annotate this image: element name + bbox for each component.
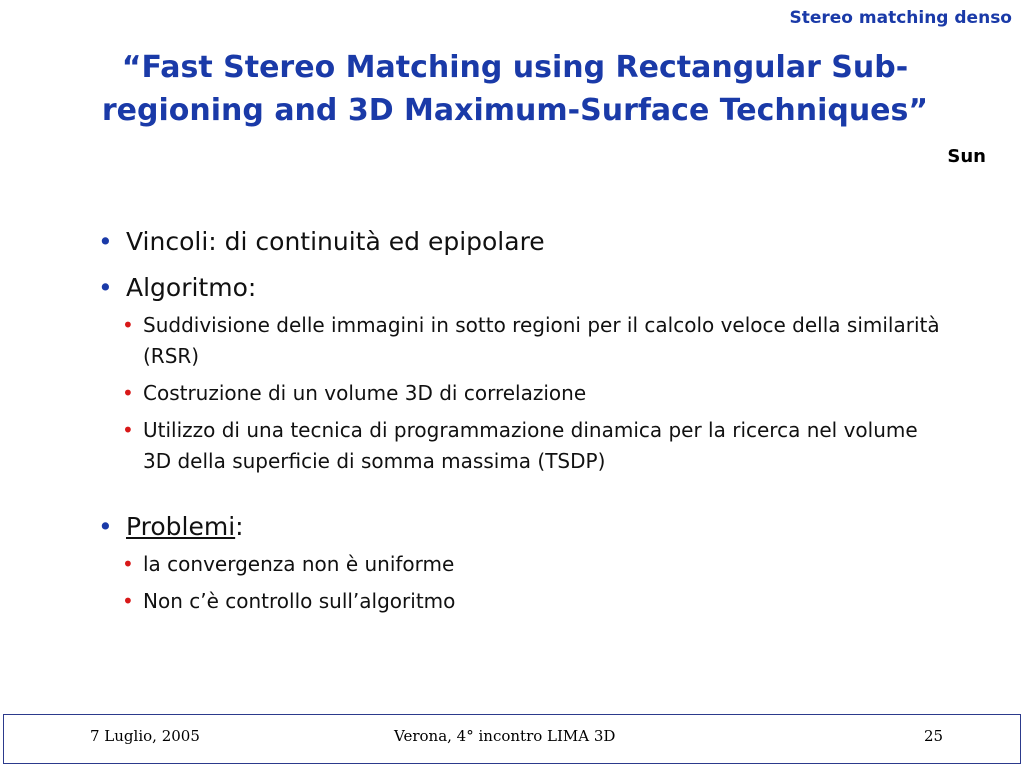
bullet-text-suffix: : bbox=[235, 512, 244, 541]
footer-event: Verona, 4° incontro LIMA 3D bbox=[394, 727, 616, 745]
section-tag: Stereo matching denso bbox=[789, 8, 1012, 28]
sub-bullet-marker: • bbox=[122, 589, 134, 613]
slide-title-line-2: regioning and 3D Maximum-Surface Techniques” bbox=[101, 93, 929, 128]
sub-bullet-text: Suddivisione delle immagini in sotto regioni per il calcolo veloce della similarità (RSR) bbox=[143, 313, 940, 368]
sub-bullet-list bbox=[116, 549, 950, 617]
bullet-marker: • bbox=[98, 512, 113, 541]
sub-bullet-item bbox=[116, 549, 950, 580]
bullet-text: Algoritmo: bbox=[126, 273, 257, 302]
sub-bullet-marker: • bbox=[122, 381, 134, 405]
bullet-item bbox=[90, 511, 950, 617]
sub-bullet-item bbox=[116, 310, 950, 372]
sub-bullet-text: Utilizzo di una tecnica di programmazione dinamica per la ricerca nel volume 3D della superficie di somma massima (TSDP) bbox=[143, 418, 918, 473]
footer-date: 7 Luglio, 2005 bbox=[90, 727, 200, 745]
bullet-item bbox=[90, 272, 950, 477]
slide-title-line-1: “Fast Stereo Matching using Rectangular Sub- bbox=[121, 50, 909, 85]
slide-footer bbox=[3, 714, 1021, 764]
sub-bullet-item bbox=[116, 378, 950, 409]
sub-bullet-text: Costruzione di un volume 3D di correlazione bbox=[143, 381, 587, 405]
sub-bullet-marker: • bbox=[122, 552, 134, 576]
bullet-marker: • bbox=[98, 273, 113, 302]
sub-bullet-marker: • bbox=[122, 313, 134, 337]
author-label: Sun bbox=[947, 146, 986, 167]
slide-title bbox=[20, 46, 1010, 132]
sub-bullet-list bbox=[116, 310, 950, 477]
page-number: 25 bbox=[924, 727, 944, 745]
bullet-item bbox=[90, 226, 950, 258]
sub-bullet-text: Non c’è controllo sull’algoritmo bbox=[143, 589, 456, 613]
sub-bullet-item bbox=[116, 415, 950, 477]
bullet-text: Vincoli: di continuità ed epipolare bbox=[126, 227, 545, 256]
bullet-text-problemi: Problemi bbox=[126, 512, 236, 541]
slide-body bbox=[90, 226, 950, 631]
bullet-list bbox=[90, 226, 950, 617]
bullet-marker: • bbox=[98, 227, 113, 256]
sub-bullet-text: la convergenza non è uniforme bbox=[143, 552, 455, 576]
sub-bullet-item bbox=[116, 586, 950, 617]
sub-bullet-marker: • bbox=[122, 418, 134, 442]
